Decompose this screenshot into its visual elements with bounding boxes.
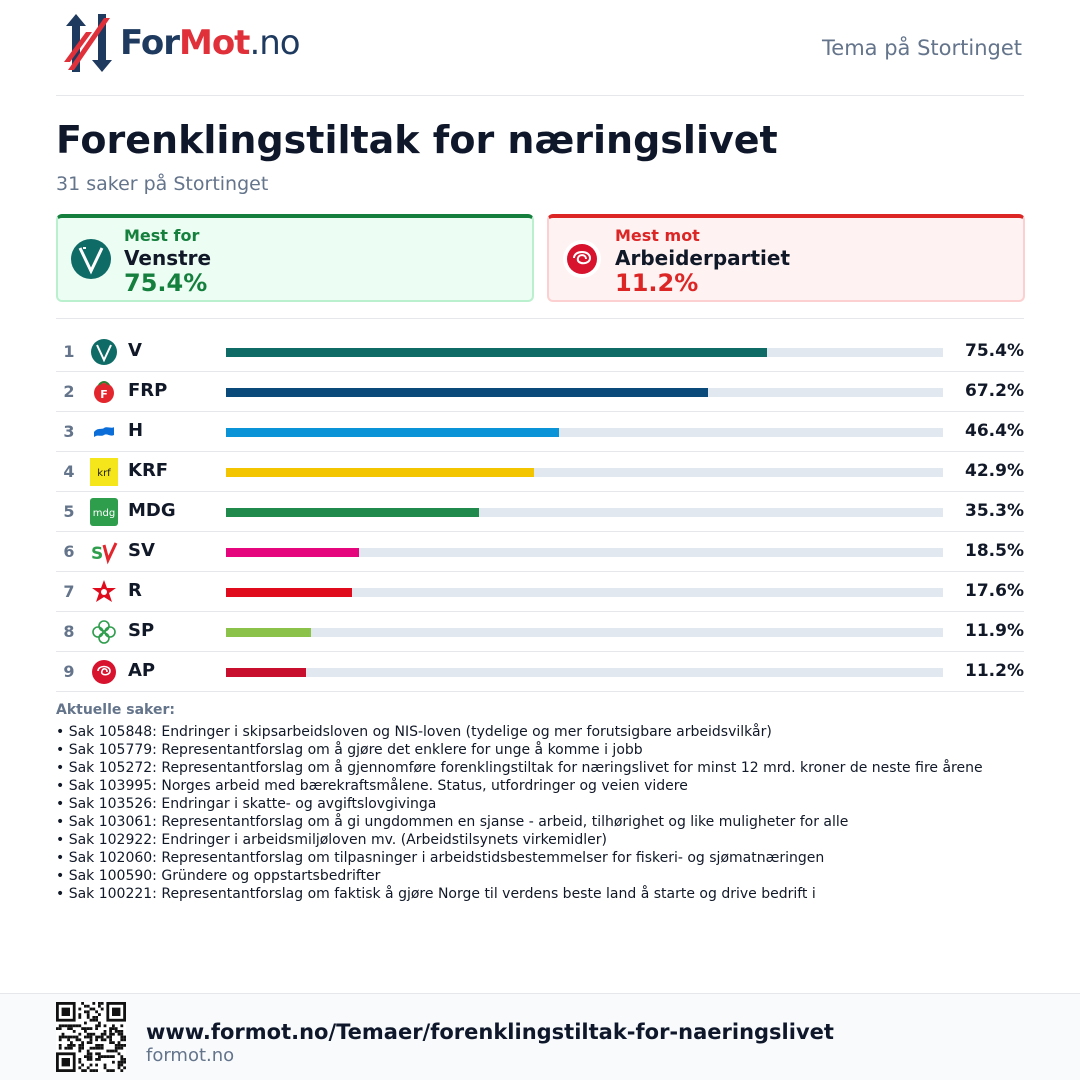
bar-fill (226, 548, 359, 557)
krf-logo-icon (90, 458, 118, 486)
bar-track (226, 468, 943, 477)
bar-track (226, 628, 943, 637)
footer-url[interactable]: www.formot.no/Temaer/forenklingstiltak-for-naeringslivet (146, 1020, 834, 1044)
party-row (56, 452, 1024, 492)
bar-fill (226, 388, 708, 397)
venstre-logo-icon (90, 338, 118, 366)
sp-logo-icon (90, 618, 118, 646)
most-against-kicker: Mest mot (615, 226, 700, 245)
page-title: Forenklingstiltak for næringslivet (56, 118, 778, 162)
case-item[interactable]: • Sak 103526: Endringar i skatte- og avgiftslovgivinga (56, 796, 437, 812)
bar-fill (226, 468, 534, 477)
bar-fill (226, 588, 352, 597)
bar-fill (226, 628, 311, 637)
party-row (56, 492, 1024, 532)
bar-track (226, 348, 943, 357)
most-against-party: Arbeiderpartiet (615, 246, 791, 270)
party-row (56, 532, 1024, 572)
party-rank: 3 (63, 422, 75, 441)
sv-logo-icon (90, 538, 118, 566)
bar-track (226, 508, 943, 517)
cases-title: Aktuelle saker: (56, 702, 175, 718)
bar-fill (226, 668, 306, 677)
header-topic-label: Tema på Stortinget (822, 36, 1022, 60)
party-ranking-chart (56, 332, 1024, 692)
bar-track (226, 588, 943, 597)
bar-value-label: 75.4% (965, 341, 1024, 361)
svg-text:F: F (100, 388, 108, 401)
bar-track (226, 548, 943, 557)
case-item[interactable]: • Sak 100221: Representantforslag om faktisk å gjøre Norge til verdens beste land å starte og drive bedrift i (56, 886, 816, 902)
svg-text:S: S (91, 544, 104, 564)
case-item[interactable]: • Sak 105779: Representantforslag om å gjøre det enklere for unge å komme i jobb (56, 742, 643, 758)
bar-fill (226, 428, 559, 437)
case-list (56, 723, 1024, 903)
bar-value-label: 11.2% (965, 661, 1024, 681)
divider (56, 318, 1024, 319)
svg-text:krf: krf (97, 468, 111, 479)
frp-logo-icon (90, 378, 118, 406)
party-rank: 4 (63, 462, 75, 481)
party-rank: 7 (63, 582, 75, 601)
bar-fill (226, 348, 767, 357)
party-row (56, 332, 1024, 372)
bar-track (226, 428, 943, 437)
rodt-logo-icon (90, 578, 118, 606)
hoyre-logo-icon (90, 418, 118, 446)
ap-logo-icon (90, 658, 118, 686)
party-row (56, 412, 1024, 452)
most-against-percent: 11.2% (615, 269, 699, 297)
party-name: KRF (128, 460, 169, 481)
case-item[interactable]: • Sak 102922: Endringer i arbeidsmiljøloven mv. (Arbeidstilsynets virkemidler) (56, 832, 607, 848)
case-item[interactable]: • Sak 103995: Norges arbeid med bærekraftsmålene. Status, utfordringer og veien videre (56, 778, 688, 794)
bar-value-label: 18.5% (965, 541, 1024, 561)
bar-track (226, 388, 943, 397)
formot-logo[interactable] (62, 12, 300, 74)
party-name: MDG (128, 500, 176, 521)
party-name: R (128, 580, 142, 601)
party-rank: 5 (63, 502, 75, 521)
party-row (56, 572, 1024, 612)
case-item[interactable]: • Sak 105272: Representantforslag om å gjennomføre forenklingstiltak for næringslivet for minst 12 mrd. kroner de neste fire årene (56, 760, 983, 776)
party-name: SV (128, 540, 155, 561)
mdg-logo-icon (90, 498, 118, 526)
venstre-logo-icon (70, 238, 112, 280)
party-name: V (128, 340, 142, 361)
most-against-card (547, 214, 1025, 302)
party-row (56, 612, 1024, 652)
qr-code-icon[interactable] (56, 1002, 126, 1072)
case-item[interactable]: • Sak 100590: Gründere og oppstartsbedrifter (56, 868, 381, 884)
party-rank: 6 (63, 542, 75, 561)
current-cases (56, 702, 1024, 903)
party-name: H (128, 420, 144, 441)
party-rank: 2 (63, 382, 75, 401)
bar-value-label: 42.9% (965, 461, 1024, 481)
case-item[interactable]: • Sak 103061: Representantforslag om å gi ungdommen en sjanse - arbeid, tilhørighet og like muligheter for alle (56, 814, 849, 830)
page-subtitle: 31 saker på Stortinget (56, 173, 269, 195)
bar-value-label: 46.4% (965, 421, 1024, 441)
case-item[interactable]: • Sak 105848: Endringer i skipsarbeidsloven og NIS-loven (tydelige og mer forutsigbare arbeidsvilkår) (56, 724, 772, 740)
formot-logo-icon (62, 12, 116, 74)
case-item[interactable]: • Sak 102060: Representantforslag om tilpasninger i arbeidstidsbestemmelser for fiskeri- og sjømatnæringen (56, 850, 825, 866)
bar-value-label: 17.6% (965, 581, 1024, 601)
party-name: AP (128, 660, 156, 681)
bar-fill (226, 508, 479, 517)
most-for-card (56, 214, 534, 302)
most-for-party: Venstre (124, 246, 212, 270)
party-rank: 8 (63, 622, 75, 641)
footer-domain[interactable]: formot.no (146, 1045, 235, 1066)
party-rank: 9 (63, 662, 75, 681)
party-row (56, 652, 1024, 692)
bar-value-label: 67.2% (965, 381, 1024, 401)
logo-wordmark: ForMot.no (120, 23, 300, 63)
header (56, 0, 1024, 96)
ap-rose-icon (561, 238, 603, 280)
party-name: FRP (128, 380, 168, 401)
party-rank: 1 (63, 342, 75, 361)
party-row (56, 372, 1024, 412)
most-for-kicker: Mest for (124, 226, 200, 245)
bar-value-label: 11.9% (965, 621, 1024, 641)
most-for-percent: 75.4% (124, 269, 208, 297)
party-name: SP (128, 620, 155, 641)
footer (0, 993, 1080, 1080)
bar-track (226, 668, 943, 677)
svg-text:mdg: mdg (92, 508, 116, 519)
bar-value-label: 35.3% (965, 501, 1024, 521)
